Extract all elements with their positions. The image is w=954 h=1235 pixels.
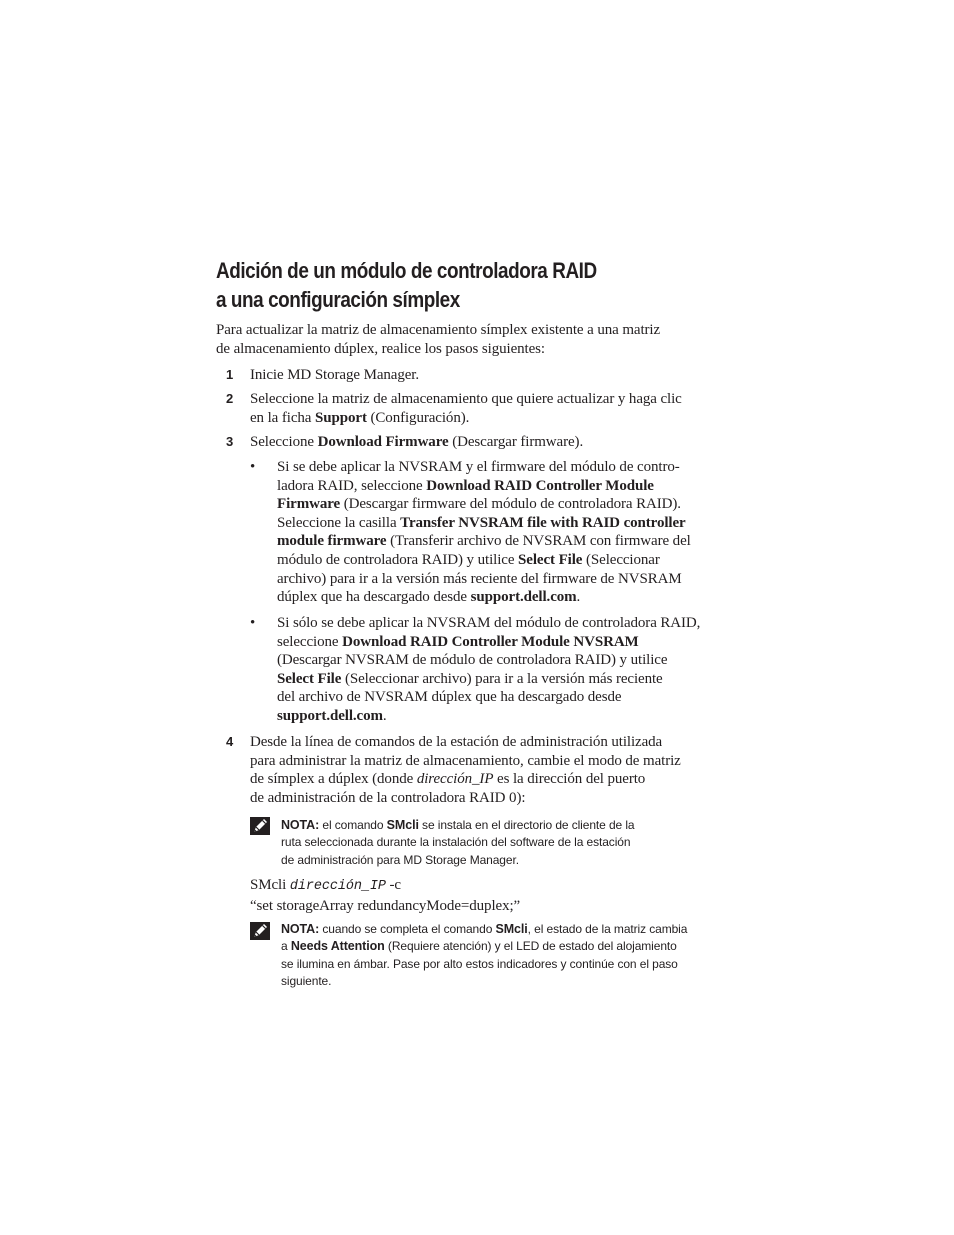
command-block: SMcli dirección_IP -c “set storageArray redundancyMode=duplex;” [250,877,521,914]
ip-parameter: dirección_IP [289,879,386,894]
step-text: Seleccione Download Firmware (Descargar firmware). [250,434,584,450]
step-number: 4 [226,734,234,749]
bullet-text: Si sólo se debe aplicar la NVSRAM del módulo de controladora RAID, seleccione Download RAID Controller Module NVSRAM (Descargar NVSRAM de módulo de controladora RAID) y utilice Select File (Seleccionar archivo) para ir a la versión más reciente del archivo de NVSRAM dúplex que ha descargado desde support.dell.com. [277,615,701,724]
note-block: NOTA: cuando se completa el comando SMcli, el estado de la matriz cambia a Needs Attention (Requiere atención) y el LED de estado del alojamiento se ilumina en ámbar. Pase por alto estos indicadores y continúe con el paso siguiente. [281,922,688,988]
step-text: Inicie MD Storage Manager. [250,367,420,383]
bullet-text: Si se debe aplicar la NVSRAM y el firmware del módulo de contro- ladora RAID, seleccione Download RAID Controller Module Firmware (Descargar firmware del módulo de controladora RAID). Seleccione la casilla Transfer NVSRAM file with RAID controller module firmware (Transferir archivo de NVSRAM con firmware del módulo de controladora RAID) y utilice Select File (Seleccionar archivo) para ir a la versión más reciente del firmware de NVSRAM dúplex que ha descargado desde support.dell.com. [277,459,691,606]
section-heading: Adición de un módulo de controladora RAID a una configuración símplex [216,258,597,312]
note-pencil-icon [250,817,270,835]
note-label: NOTA: [281,922,320,936]
note-pencil-icon [250,922,270,940]
bullet-marker: • [250,459,256,475]
support-tab-label: Support [315,409,367,426]
step-text: Desde la línea de comandos de la estación de administración utilizada para administrar la matriz de almacenamiento, cambie el modo de matriz de símplex a dúplex (donde dirección_IP es la dirección del puerto de administración de la controladora RAID 0): [250,734,681,806]
step-text: Seleccione la matriz de almacenamiento que quiere actualizar y haga clic en la ficha Support (Configuración). [250,391,682,426]
download-firmware-label: Download Firmware [317,434,449,450]
step-number: 2 [226,391,234,406]
step-number: 1 [226,367,234,382]
intro-paragraph: Para actualizar la matriz de almacenamiento símplex existente a una matriz de almacenamiento dúplex, realice los pasos siguientes: [216,322,661,357]
step-number: 3 [226,434,234,449]
note-label: NOTA: [281,818,320,832]
note-block: NOTA: el comando SMcli se instala en el directorio de cliente de la ruta seleccionada durante la instalación del software de la estación de administración para MD Storage Manager. [281,818,635,867]
bullet-marker: • [250,615,256,631]
